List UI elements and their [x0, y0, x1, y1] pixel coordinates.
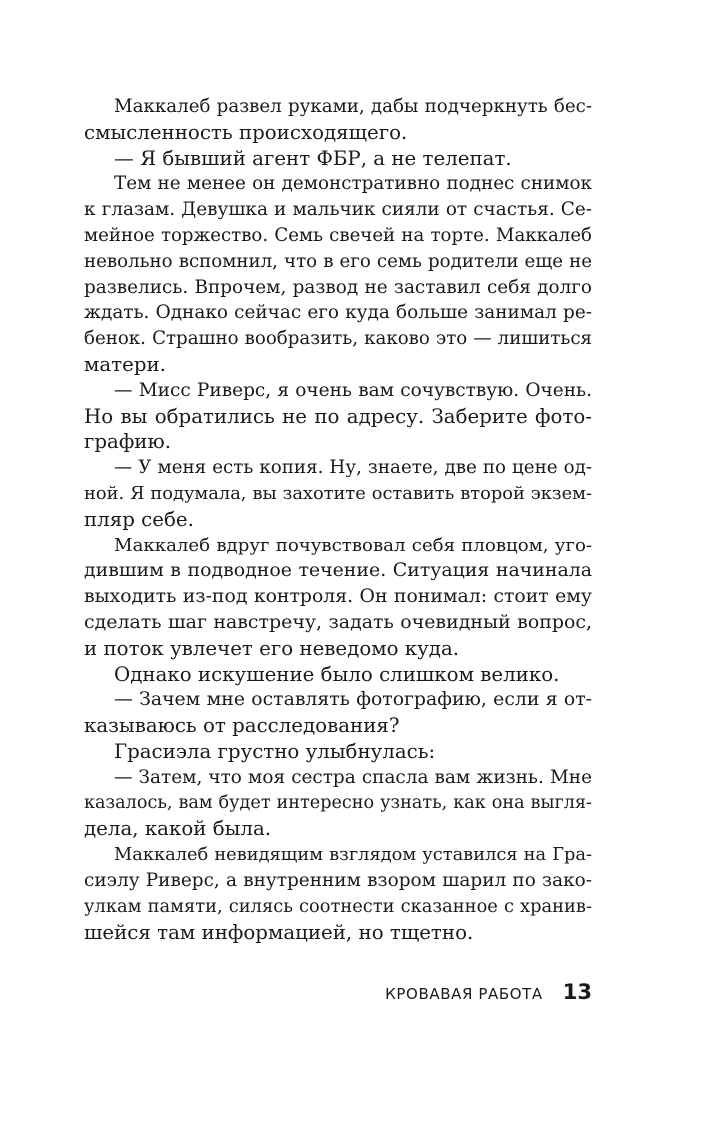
text-line: смысленность происходящего. — [84, 120, 408, 144]
text-line: шейся там информацией, но тщетно. — [84, 920, 474, 944]
text-line: сиэлу Риверс, а внутренним взором шарил по зако- — [84, 869, 592, 891]
text-line: дела, какой была. — [84, 817, 272, 841]
text-line: дившим в подводное течение. Ситуация начинала — [84, 559, 592, 582]
page-footer — [84, 980, 592, 1004]
text-line: — Я бывший агент ФБР, а не телепат. — [114, 146, 512, 170]
body-text — [84, 94, 592, 945]
text-line: — Затем, что моя сестра спасла вам жизнь. Мне — [114, 766, 592, 788]
page-number: 13 — [562, 980, 592, 1004]
text-line: Маккалеб невидящим взглядом уставился на Гра- — [114, 844, 592, 866]
text-line: Грасиэла грустно улыбнулась: — [114, 739, 436, 763]
text-line: пляр себе. — [84, 507, 194, 531]
text-line: к глазам. Девушка и мальчик сияли от счастья. Се- — [84, 199, 592, 221]
text-line: мейное торжество. Семь свечей на торте. Маккалеб — [84, 224, 592, 246]
text-line: казалось, вам будет интересно узнать, как она выгля- — [84, 792, 592, 813]
text-line: бенок. Страшно вообразить, каково это — лишиться — [84, 328, 592, 350]
text-line: развелись. Впрочем, развод не заставил себя долго — [84, 276, 592, 298]
text-line: Маккалеб развел руками, дабы подчеркнуть бес- — [114, 96, 592, 117]
text-line: Маккалеб вдруг почувствовал себя пловцом, уго- — [114, 534, 592, 556]
text-line: — Мисс Риверс, я очень вам сочувствую. Очень. — [114, 379, 592, 401]
text-line: Однако искушение было слишком велико. — [114, 662, 560, 686]
text-line: матери. — [84, 352, 166, 376]
text-line: казываюсь от расследования? — [84, 714, 400, 738]
text-line: ной. Я подумала, вы захотите оставить второй экзем- — [84, 482, 592, 504]
text-line: Тем не менее он демонстративно поднес снимок — [114, 173, 592, 195]
text-line: выходить из-под контроля. Он понимал: стоит ему — [84, 586, 592, 608]
running-title: КРОВАВАЯ РАБОТА — [385, 985, 543, 1003]
text-line: ждать. Однако сейчас его куда больше занимал ре- — [84, 302, 592, 324]
text-line: сделать шаг навстречу, задать очевидный вопрос, — [84, 610, 592, 633]
text-line: и поток увлечет его неведомо куда. — [84, 636, 460, 660]
text-line: графию. — [84, 430, 171, 454]
text-line: улкам памяти, силясь соотнести сказанное с хранив- — [84, 895, 592, 917]
text-line: — У меня есть копия. Ну, знаете, две по цене од- — [114, 457, 592, 479]
text-line: невольно вспомнил, что в его семь родители еще не — [84, 250, 592, 272]
text-line: Но вы обратились не по адресу. Заберите фото- — [84, 404, 592, 428]
text-line: — Зачем мне оставлять фотографию, если я от- — [114, 689, 592, 711]
